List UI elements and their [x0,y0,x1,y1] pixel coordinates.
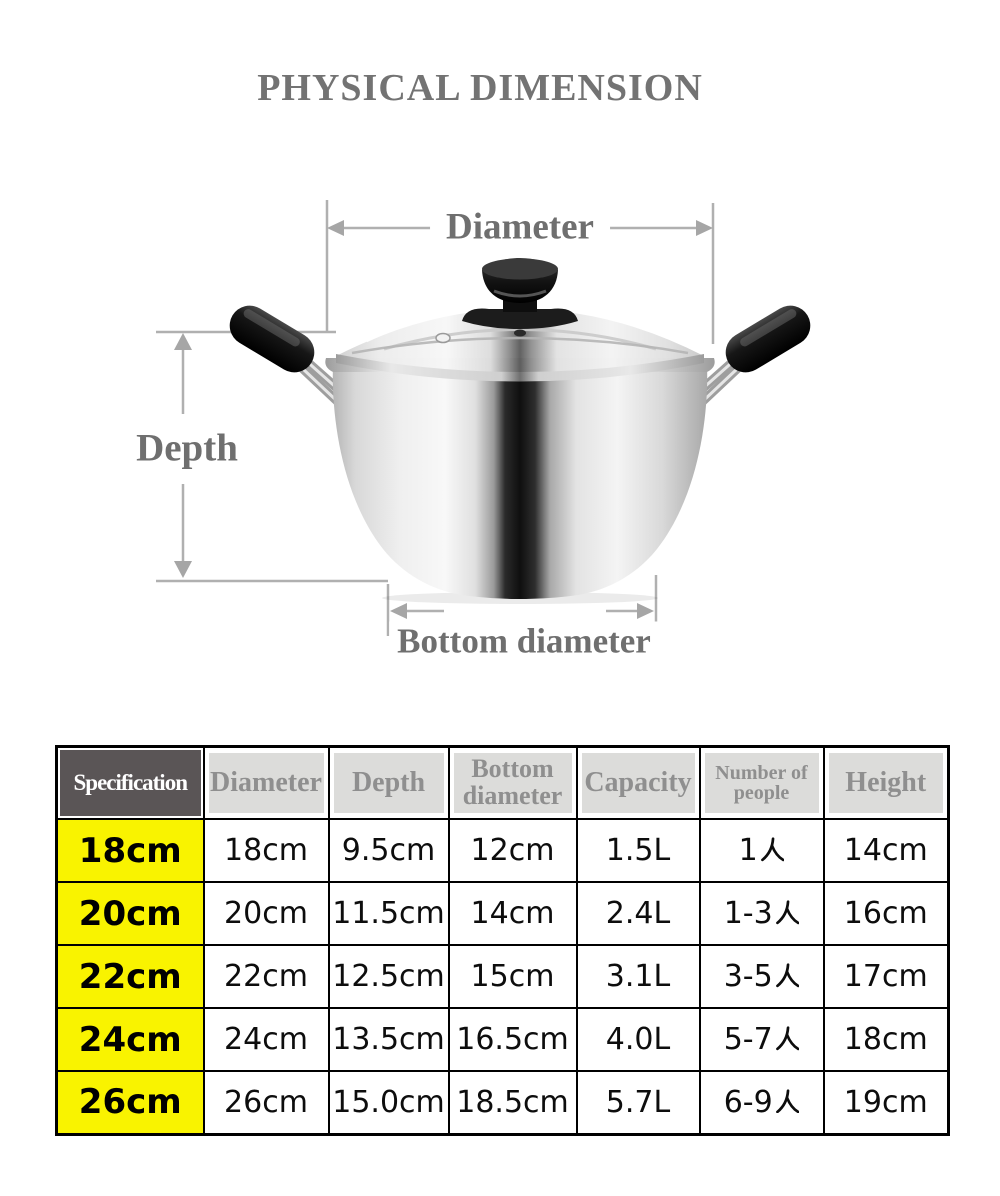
cell-capacity: 4.0L [577,1008,700,1071]
cell-diameter: 20cm [204,882,329,945]
cell-capacity: 2.4L [577,882,700,945]
diameter-label: Diameter [430,205,610,250]
cell-people: 1 [700,819,824,882]
table-row [57,1008,949,1071]
header-specification: Specification [60,750,201,816]
header-height: Height [829,753,944,813]
arrowhead-up [174,333,192,350]
page-title: PHYSICAL DIMENSION [257,67,703,109]
cell-specification: 20cm [57,882,204,945]
right-grip [718,298,817,380]
table-row [57,1071,949,1134]
header-people: Number of people [705,753,819,813]
cell-people: 3-5 [700,945,824,1008]
cell-depth: 9.5cm [329,819,449,882]
cell-diameter: 22cm [204,945,329,1008]
cell-bottom-diameter: 15cm [449,945,577,1008]
cell-height: 16cm [824,882,949,945]
stock-pot [222,258,817,604]
arrowhead-down [174,561,192,578]
cell-height: 18cm [824,1008,949,1071]
arrowhead-right [637,603,654,619]
header-depth: Depth [334,753,444,813]
left-grip [222,298,321,380]
cell-people: 1-3 [700,882,824,945]
cell-capacity: 1.5L [577,819,700,882]
cell-diameter: 26cm [204,1071,329,1134]
header-row [57,747,949,820]
person-kanji-icon [775,1089,800,1114]
person-kanji-icon [775,1026,800,1051]
bottom-diameter-label: Bottom diameter [389,622,659,661]
table-row [57,945,949,1008]
cell-specification: 22cm [57,945,204,1008]
cell-bottom-diameter: 12cm [449,819,577,882]
cell-height: 17cm [824,945,949,1008]
depth-label: Depth [126,421,248,476]
person-kanji-icon [775,963,800,988]
cell-depth: 15.0cm [329,1071,449,1134]
cell-bottom-diameter: 16.5cm [449,1008,577,1071]
table-row [57,882,949,945]
cell-bottom-diameter: 18.5cm [449,1071,577,1134]
cell-depth: 13.5cm [329,1008,449,1071]
lid-knob [462,258,578,337]
cell-specification: 24cm [57,1008,204,1071]
person-kanji-icon [775,900,800,925]
arrowhead-left [327,220,344,236]
person-kanji-icon [760,837,785,862]
cell-people: 6-9 [700,1071,824,1134]
cell-diameter: 18cm [204,819,329,882]
cell-specification: 18cm [57,819,204,882]
cell-height: 19cm [824,1071,949,1134]
steam-vent-hole [436,334,450,343]
spec-table [55,745,950,1136]
cell-capacity: 5.7L [577,1071,700,1134]
header-bottom-diameter: Bottom diameter [454,753,572,813]
header-capacity: Capacity [582,753,695,813]
cell-depth: 11.5cm [329,882,449,945]
cell-diameter: 24cm [204,1008,329,1071]
cell-depth: 12.5cm [329,945,449,1008]
cell-bottom-diameter: 14cm [449,882,577,945]
arrowhead-right [696,220,713,236]
cell-capacity: 3.1L [577,945,700,1008]
table-row [57,819,949,882]
header-diameter: Diameter [209,753,324,813]
pot-body [333,364,707,599]
cell-people: 5-7 [700,1008,824,1071]
cell-height: 14cm [824,819,949,882]
cell-specification: 26cm [57,1071,204,1134]
arrowhead-left [390,603,407,619]
